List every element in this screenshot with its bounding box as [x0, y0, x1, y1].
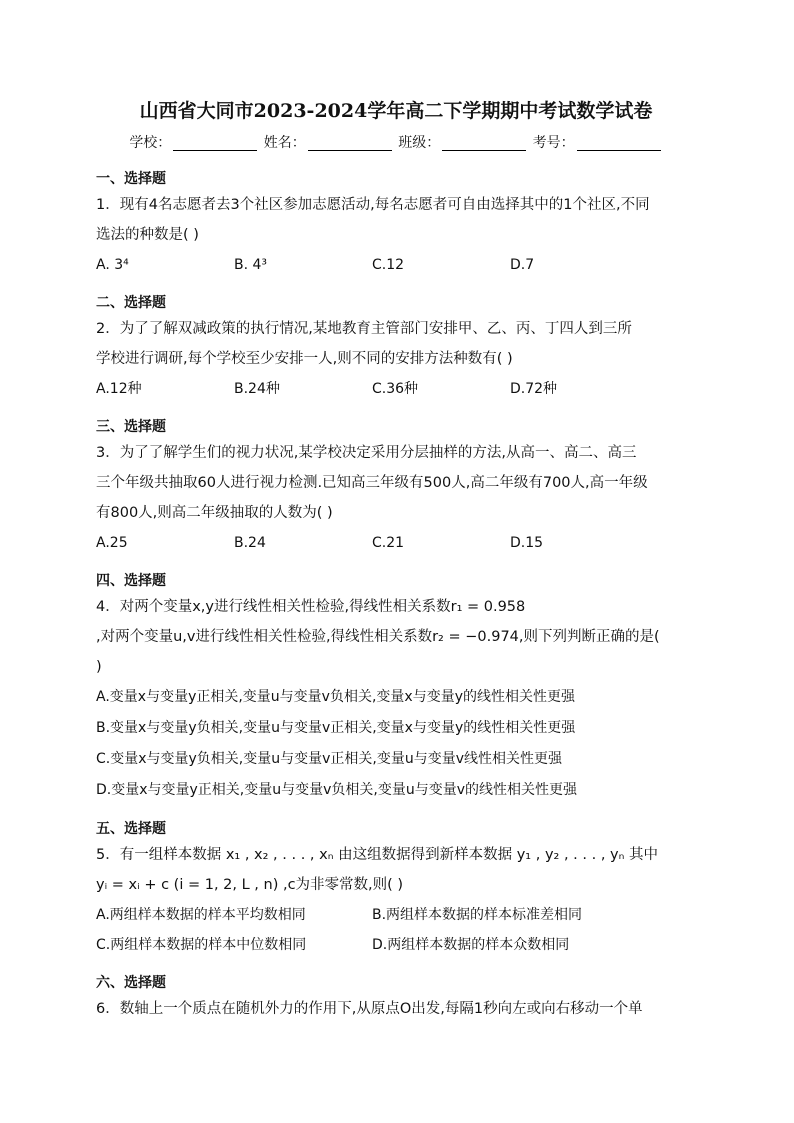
option-c[interactable]: C.36种: [372, 381, 419, 397]
option-d[interactable]: D.15: [510, 535, 544, 551]
school-label: 学校：: [129, 135, 172, 151]
question-3-line-2: 三个年级共抽取60人进行视力检测.已知高三年级有500人,高二年级有700人,高一年级: [96, 475, 648, 491]
name-blank[interactable]: [308, 136, 392, 151]
question-5-line-2: yᵢ = xᵢ + c (i = 1, 2, L , n) ,c为非零常数,则( ): [96, 877, 404, 893]
option-c[interactable]: C.12: [372, 257, 405, 273]
option-b[interactable]: B.变量x与变量y负相关,变量u与变量v正相关,变量x与变量y的线性相关性更强: [96, 720, 576, 736]
question-4-line-1: 4．对两个变量x,y进行线性相关性检验,得线性相关系数r₁ = 0.958: [96, 599, 526, 615]
option-d[interactable]: D.72种: [510, 381, 558, 397]
question-4-line-2: ,对两个变量u,v进行线性相关性检验,得线性相关系数r₂ = −0.974,则下列判断正确的是(: [96, 629, 660, 645]
option-b[interactable]: B.24种: [234, 381, 280, 397]
question-3-options: [96, 528, 696, 558]
question-3-line-1: 3．为了了解学生们的视力状况,某学校决定采用分层抽样的方法,从高一、高二、高三: [96, 445, 637, 461]
question-6-line-1: 6．数轴上一个质点在随机外力的作用下,从原点O出发,每隔1秒向左或向右移动一个单: [96, 1001, 643, 1017]
option-a[interactable]: A.变量x与变量y正相关,变量u与变量v负相关,变量x与变量y的线性相关性更强: [96, 689, 575, 705]
number-blank[interactable]: [577, 136, 661, 151]
exam-page: [96, 96, 696, 1024]
school-blank[interactable]: [173, 136, 257, 151]
section-heading-4: 四、选择题: [96, 573, 166, 589]
section-heading-5: 五、选择题: [96, 821, 166, 837]
page-title: 山西省大同市2023-2024学年高二下学期期中考试数学试卷: [139, 100, 653, 122]
option-d[interactable]: D.变量x与变量y正相关,变量u与变量v负相关,变量u与变量v的线性相关性更强: [96, 782, 578, 798]
option-d[interactable]: D.两组样本数据的样本众数相同: [372, 937, 570, 953]
option-c[interactable]: C.变量x与变量y负相关,变量u与变量v正相关,变量u与变量v线性相关性更强: [96, 751, 563, 767]
question-2-line-2: 学校进行调研,每个学校至少安排一人,则不同的安排方法种数有( ): [96, 351, 513, 367]
number-label: 考号：: [532, 135, 575, 151]
section-heading-1: 一、选择题: [96, 171, 166, 187]
section-heading-2: 二、选择题: [96, 295, 166, 311]
option-b[interactable]: B. 4³: [234, 257, 268, 273]
question-4-line-3: ): [96, 659, 102, 675]
option-a[interactable]: A.12种: [96, 381, 142, 397]
option-a[interactable]: A. 3⁴: [96, 257, 129, 273]
section-heading-6: 六、选择题: [96, 975, 166, 991]
question-5-line-1: 5．有一组样本数据 x₁ , x₂ , . . . , xₙ 由这组数据得到新样本数据 y₁ , y₂ , . . . , yₙ 其中: [96, 847, 659, 863]
option-a[interactable]: A.25: [96, 535, 128, 551]
question-1-line-1: 1．现有4名志愿者去3个社区参加志愿活动,每名志愿者可自由选择其中的1个社区,不同: [96, 197, 650, 213]
question-5-options: [96, 900, 696, 960]
question-2-line-1: 2．为了了解双减政策的执行情况,某地教育主管部门安排甲、乙、丙、丁四人到三所: [96, 321, 632, 337]
section-heading-3: 三、选择题: [96, 419, 166, 435]
student-info-line: [96, 130, 696, 156]
class-label: 班级：: [398, 135, 441, 151]
option-b[interactable]: B.两组样本数据的样本标准差相同: [372, 907, 583, 923]
option-c[interactable]: C.21: [372, 535, 405, 551]
question-3-line-3: 有800人,则高二年级抽取的人数为( ): [96, 505, 333, 521]
option-b[interactable]: B.24: [234, 535, 266, 551]
option-c[interactable]: C.两组样本数据的样本中位数相同: [96, 937, 307, 953]
option-a[interactable]: A.两组样本数据的样本平均数相同: [96, 907, 306, 923]
name-label: 姓名：: [263, 135, 306, 151]
class-blank[interactable]: [442, 136, 526, 151]
option-d[interactable]: D.7: [510, 257, 535, 273]
question-1-line-2: 选法的种数是( ): [96, 227, 199, 243]
question-2-options: [96, 374, 696, 404]
question-1-options: [96, 250, 696, 280]
